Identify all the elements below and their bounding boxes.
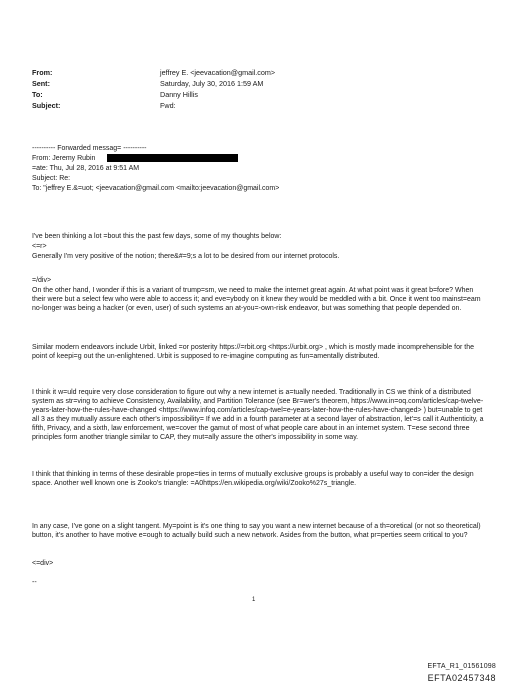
subject-value: Fwd: xyxy=(160,101,176,110)
body-paragraph-1: I've been thinking a lot =bout this the past few days, some of my thoughts below: xyxy=(32,233,282,240)
body-paragraph-3: Similar modern endeavors include Urbit, linked =or posterity https://=rbit.org <https://urbit.org> , which is mostly made incomprehensible for the point of keepi=g out the un-enlightened. Urbit is supposed to re-imagine computing as fun=amentally distributed. xyxy=(32,344,476,360)
redaction-bar xyxy=(107,154,238,162)
body-html-fragment-1: <=r> xyxy=(32,243,47,250)
body-paragraph-4: I think it w=uld require very close consideration to figure out why a new internet is a=tually needed. Traditionally in CS we think of a distributed system as str=ving to achieve Consistency, Availability, and Partition Tolerance (see Br=wer's theorem, https://www.in=oq.com/articles/cap-twelve-years-later-how-the-rules-have-changed <https://www.infoq.com/articles/cap-twel=e-years-later-how-the-rules-have-changed> ) but=unable to get all 3 as they mutually assure each other's impossibility= If we add in a fourth parameter at a second layer of abstraction, let'=s call it Authenticity, a fifth, Privacy, and a sixth, law enforcement, we=cover the gamut of most of what people care about in an internet system. T=ese second three principles form another triangle similar to CAP, they mut=ally assure the other's impossibility in some way. xyxy=(32,389,486,441)
from-label: From: xyxy=(32,68,53,77)
body-html-fragment-3: <=div> xyxy=(32,560,54,567)
forward-date: =ate: Thu, Jul 28, 2016 at 9:51 AM xyxy=(32,165,140,172)
to-label: To: xyxy=(32,90,43,99)
forward-from: From: Jeremy Rubin xyxy=(32,155,96,162)
body-html-fragment-2: =/div> xyxy=(32,277,52,284)
subject-label: Subject: xyxy=(32,101,61,110)
bates-number-large: EFTA02457348 xyxy=(427,673,496,683)
body-paragraph-2: On the other hand, I wonder if this is a variant of trump=sm, we need to make the internet great again. At what point was it great b=fore? When their were but a select few who were able to access it; and eve=ybody on it knew they would be meddled with a bit. Once it went too mainst=eam no-longer was being a hacker (or even, user) of such systems an at-you=-own-risk endeavor, but was something that people depended on. xyxy=(32,287,483,312)
sent-label: Sent: xyxy=(32,79,50,88)
forward-subject: Subject: Re: xyxy=(32,175,71,182)
forward-divider: ---------- Forwarded messag= ---------- xyxy=(32,145,147,152)
sent-value: Saturday, July 30, 2016 1:59 AM xyxy=(160,79,264,88)
bates-number-small: EFTA_R1_01561098 xyxy=(427,663,496,670)
body-paragraph-1b: Generally I'm very positive of the notion; there&#=9;s a lot to be desired from our internet protocols. xyxy=(32,253,340,260)
body-paragraph-4b: I think that thinking in terms of these desirable prope=ties in terms of mutually exclusive groups is probably a useful way to con=ider the design space. Another well known one is Zooko's triangle: =A0https://en.wikipedia.org/wiki/Zooko%27s_triangle. xyxy=(32,471,476,487)
page-number: 1 xyxy=(252,597,256,603)
from-value: jeffrey E. <jeevacation@gmail.com> xyxy=(160,68,276,77)
to-value: Danny Hillis xyxy=(160,90,198,99)
body-paragraph-5: In any case, I've gone on a slight tangent. My=point is it's one thing to say you want a new internet because of a th=oretical (or not so theoretical) button, it's another to have motive e=ough to actually build such a new network. Asides from the button, what pr=perties seem critical to you? xyxy=(32,523,483,539)
signature-separator: -- xyxy=(32,579,37,586)
forward-to: To: "jeffrey E.&=uot; <jeevacation@gmail.com <mailto:jeevacation@gmail.com> xyxy=(32,185,280,192)
